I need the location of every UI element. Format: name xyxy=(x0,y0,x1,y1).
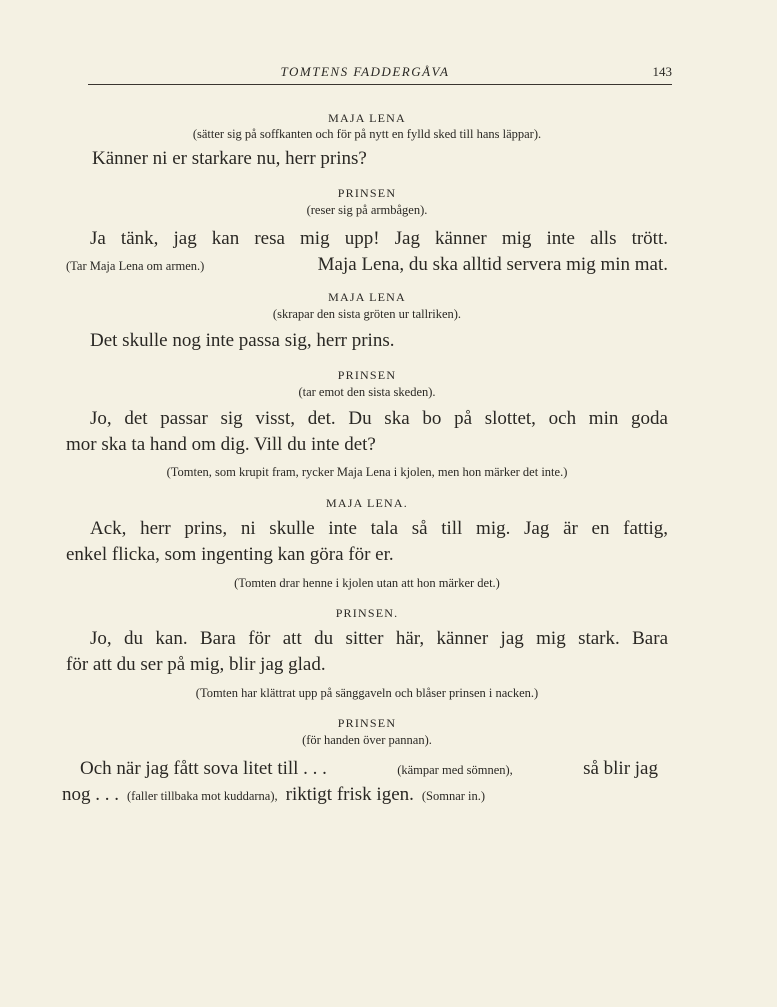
dialogue-line-with-aside xyxy=(62,784,582,806)
dialogue-line-with-aside xyxy=(66,254,668,276)
speaker-name: MAJA LENA xyxy=(328,290,406,304)
dialogue-line: Det skulle nog inte passa sig, herr prins. xyxy=(90,330,395,351)
dialogue-line: enkel flicka, som ingenting kan göra för er. xyxy=(66,544,394,565)
stage-direction: (Tomten har klättrat upp på sänggaveln och blåser prinsen i nacken.) xyxy=(195,686,539,700)
running-title: TOMTENS FADDERGÅVA xyxy=(280,64,450,79)
stage-direction: (tar emot den sista skeden). xyxy=(298,385,436,399)
speaker-name: PRINSEN. xyxy=(335,606,399,620)
dialogue-line: för att du ser på mig, blir jag glad. xyxy=(66,654,326,675)
stage-direction: (Tomten drar henne i kjolen utan att hon märker det.) xyxy=(234,576,500,590)
speaker-name: MAJA LENA. xyxy=(325,496,408,510)
stage-direction: (skrapar den sista gröten ur tallriken). xyxy=(272,307,462,321)
stage-direction: (sätter sig på soffkanten och för på nytt en fylld sked till hans läppar). xyxy=(192,127,542,141)
dialogue-line: Jo, du kan. Bara för att du sitter här, känner jag mig stark. Bara xyxy=(90,628,668,649)
dialogue-line: Ack, herr prins, ni skulle inte tala så till mig. Jag är en fattig, xyxy=(90,518,668,539)
speaker-name: PRINSEN xyxy=(337,368,397,382)
header-rule xyxy=(88,84,672,85)
dialogue-line: mor ska ta hand om dig. Vill du inte det? xyxy=(66,434,376,455)
stage-direction: (Tomten, som krupit fram, rycker Maja Lena i kjolen, men hon märker det inte.) xyxy=(166,465,568,479)
stage-direction: (reser sig på armbågen). xyxy=(306,203,428,217)
speaker-name: PRINSEN xyxy=(337,186,397,200)
dialogue-text: Maja Lena, du ska alltid servera mig min mat. xyxy=(317,254,668,275)
aside-direction: (kämpar med sömnen), xyxy=(397,763,513,777)
dialogue-text: nog . . . xyxy=(62,784,119,805)
speaker-name: MAJA LENA xyxy=(328,111,406,125)
dialogue-line: Känner ni er starkare nu, herr prins? xyxy=(92,148,367,169)
speaker-name: PRINSEN xyxy=(337,716,397,730)
dialogue-text: så blir jag xyxy=(583,758,658,779)
dialogue-line: Jo, det passar sig visst, det. Du ska bo på slottet, och min goda xyxy=(90,408,668,429)
dialogue-text: riktigt frisk igen. xyxy=(285,784,414,805)
dialogue-text: Och när jag fått sova litet till . . . xyxy=(80,758,327,779)
aside-direction: (faller tillbaka mot kuddarna), xyxy=(127,789,278,803)
aside-direction: (Somnar in.) xyxy=(421,789,486,803)
page-number: 143 xyxy=(652,64,672,79)
aside-direction: (Tar Maja Lena om armen.) xyxy=(66,259,205,273)
stage-direction: (för handen över pannan). xyxy=(302,733,432,747)
dialogue-line: Ja tänk, jag kan resa mig upp! Jag känner mig inte alls trött. xyxy=(90,228,668,249)
dialogue-line-with-aside xyxy=(80,758,658,780)
